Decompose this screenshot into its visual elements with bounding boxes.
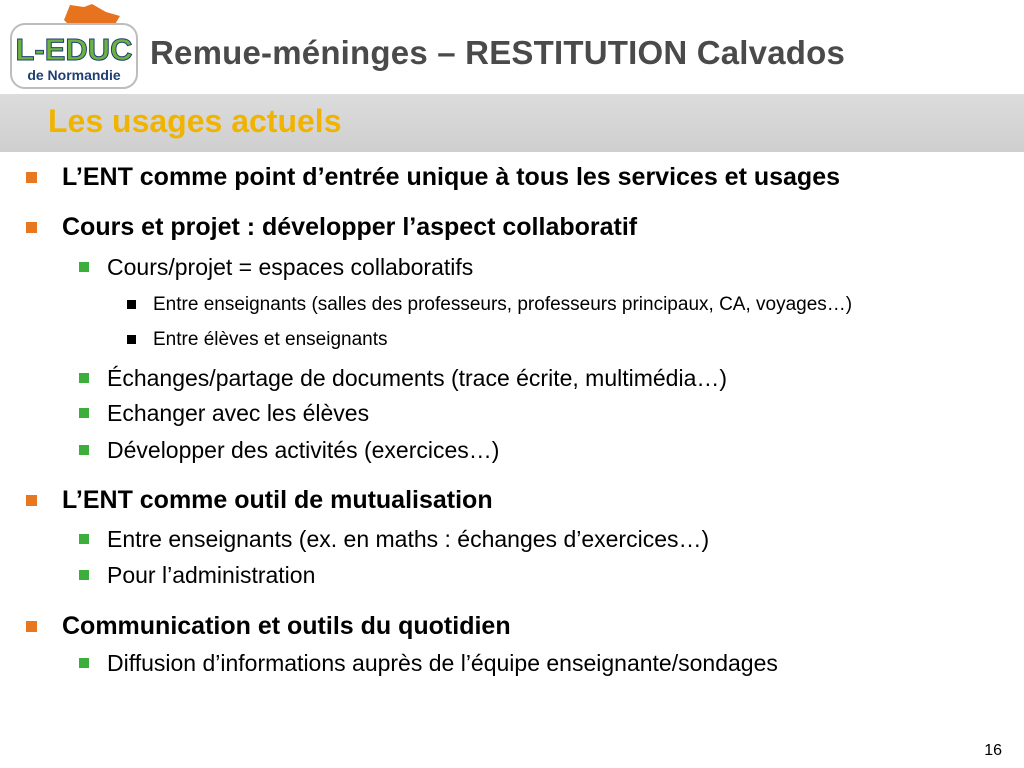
bullet-text: L’ENT comme outil de mutualisation [62, 486, 493, 514]
bullet-text: Échanges/partage de documents (trace écrite, multimédia…) [107, 365, 728, 391]
bullet-item [107, 652, 778, 675]
bullet-text: Diffusion d’informations auprès de l’équipe enseignante/sondages [107, 650, 778, 676]
bullet-item [62, 215, 637, 240]
bullet-item [107, 528, 709, 551]
logo-text-sub: de Normandie [27, 67, 121, 83]
square-bullet-icon [79, 570, 89, 580]
bullet-text: Entre élèves et enseignants [153, 329, 388, 350]
section-title: Les usages actuels [48, 103, 342, 139]
square-bullet-icon [127, 335, 136, 344]
bullet-text: Cours et projet : développer l’aspect collaboratif [62, 213, 638, 241]
square-bullet-icon [26, 222, 37, 233]
square-bullet-icon [127, 300, 136, 309]
bullet-item [107, 439, 499, 462]
bullet-text: Cours/projet = espaces collaboratifs [107, 254, 474, 280]
bullet-item [107, 402, 369, 425]
bullet-item [107, 564, 315, 587]
slide-title: Remue-méninges – RESTITUTION Calvados [150, 34, 846, 71]
bullet-text: Entre enseignants (ex. en maths : échanges d’exercices…) [107, 526, 710, 552]
logo-text-main: L-EDUC [15, 32, 133, 67]
square-bullet-icon [26, 495, 37, 506]
bullet-item [62, 614, 511, 639]
square-bullet-icon [79, 534, 89, 544]
bullet-text: Entre enseignants (salles des professeurs, professeurs principaux, CA, voyages…) [153, 294, 853, 315]
bullet-item [153, 330, 388, 349]
bullet-item [153, 295, 852, 314]
bullet-text: Communication et outils du quotidien [62, 612, 511, 640]
square-bullet-icon [79, 262, 89, 272]
bullet-item [62, 488, 493, 513]
square-bullet-icon [79, 408, 89, 418]
square-bullet-icon [26, 172, 37, 183]
square-bullet-icon [79, 658, 89, 668]
bullet-text: Développer des activités (exercices…) [107, 437, 500, 463]
bullet-item [107, 367, 727, 390]
bullet-text: L’ENT comme point d’entrée unique à tous les services et usages [62, 163, 841, 191]
square-bullet-icon [79, 373, 89, 383]
square-bullet-icon [79, 445, 89, 455]
page-number: 16 [984, 742, 1002, 759]
bullet-item [62, 165, 840, 190]
square-bullet-icon [26, 621, 37, 632]
bullet-item [107, 256, 473, 279]
bullet-text: Echanger avec les élèves [107, 400, 370, 426]
bullet-text: Pour l’administration [107, 562, 316, 588]
